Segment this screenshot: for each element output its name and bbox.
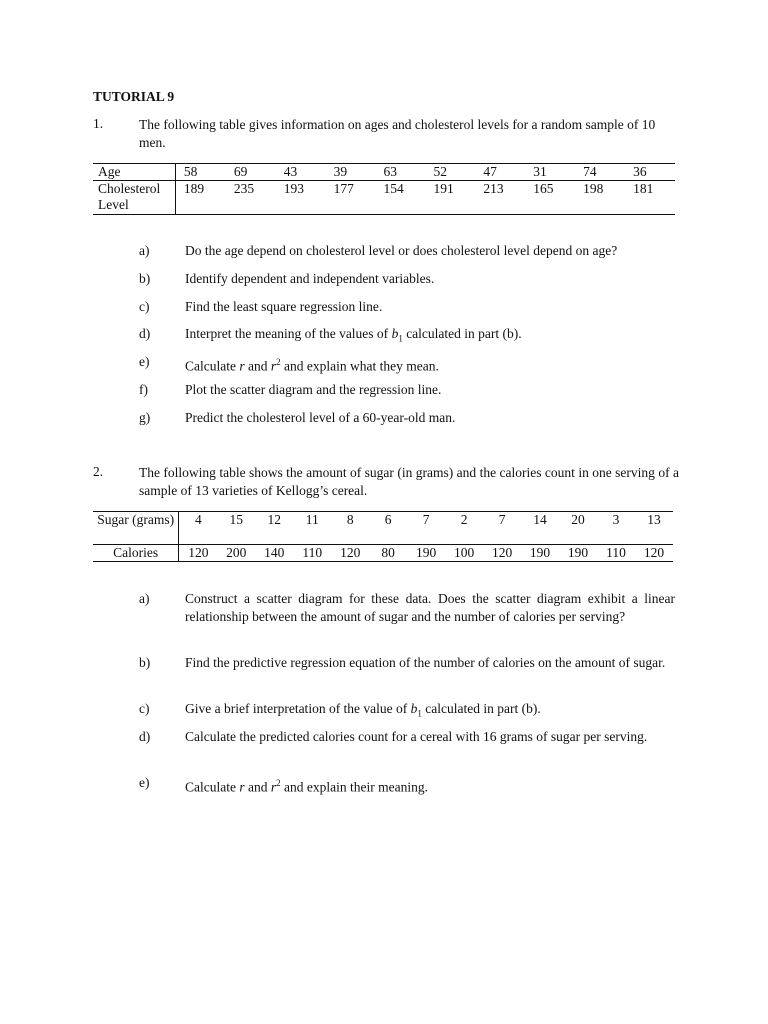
table-cell: 181	[633, 181, 654, 196]
part-text: Find the predictive regression equation of the number of calories on the amount of sugar.	[185, 655, 666, 670]
table-cell: 189	[183, 181, 205, 196]
table-cell: 2	[445, 512, 483, 545]
part-label: d)	[139, 326, 151, 341]
part-label: f)	[139, 382, 148, 397]
table-cell: 190	[529, 545, 551, 560]
part-label: c)	[139, 701, 150, 716]
row-label-age: Age	[93, 164, 175, 181]
part-text: Do the age depend on cholesterol level or does cholesterol level depend on age?	[185, 243, 618, 258]
table-cell: 80	[381, 545, 395, 560]
table-cell: 198	[583, 181, 604, 196]
age-cholesterol-table	[93, 163, 675, 215]
table-cell: 110	[302, 545, 323, 560]
table-row	[93, 512, 673, 545]
part-text: Predict the cholesterol level of a 60-year-old man.	[185, 410, 456, 425]
table-row	[93, 164, 675, 181]
table-cell: 120	[643, 545, 665, 560]
tutorial-title: TUTORIAL 9	[93, 89, 175, 104]
table-cell: 120	[188, 545, 209, 560]
table-cell: 235	[233, 181, 255, 196]
table-cell: 190	[416, 545, 437, 560]
table-cell: 63	[376, 164, 426, 181]
table-cell: 213	[483, 181, 504, 196]
table-cell: 12	[255, 512, 293, 545]
table-cell: 120	[491, 545, 513, 560]
table-cell: 52	[425, 164, 475, 181]
part-text: Construct a scatter diagram for these data. Does the scatter diagram exhibit a linear relationship between the amount of sugar and the number of calories per serving?	[185, 591, 675, 624]
table-row	[93, 181, 675, 215]
table-cell: 20	[559, 512, 597, 545]
table-cell: 110	[606, 545, 626, 560]
part-label: c)	[139, 299, 150, 314]
table-cell: 47	[475, 164, 525, 181]
table-cell: 193	[283, 181, 304, 196]
part-label: a)	[139, 243, 150, 258]
part-text: Plot the scatter diagram and the regression line.	[185, 382, 442, 397]
part-text: Calculate r and $r^2$ and explain their meaning.	[185, 778, 428, 795]
table-cell: 7	[483, 512, 521, 545]
table-cell: 177	[333, 181, 354, 196]
part-label: g)	[139, 410, 151, 425]
table-cell: 69	[226, 164, 276, 181]
table-cell: 36	[625, 164, 675, 181]
question-2-number: 2.	[93, 464, 104, 479]
sugar-calories-table	[93, 511, 673, 562]
table-cell: 8	[331, 512, 369, 545]
question-1-number: 1.	[93, 116, 104, 131]
part-label: b)	[139, 655, 151, 670]
row-label-cholesterol: Cholesterol Level	[93, 181, 175, 215]
question-2-text: The following table shows the amount of sugar (in grams) and the calories count in one serving of a sample of 13 varieties of Kellogg’s cereal.	[139, 465, 679, 498]
part-label: b)	[139, 271, 151, 286]
part-text: Calculate r and $r^2$ and explain what they mean.	[185, 357, 439, 374]
part-text: Find the least square regression line.	[185, 299, 383, 314]
table-cell: 140	[264, 545, 285, 560]
part-label: e)	[139, 354, 150, 369]
table-cell: 13	[635, 512, 673, 545]
table-cell: 31	[525, 164, 575, 181]
table-cell: 100	[453, 545, 475, 560]
table-cell: 39	[326, 164, 376, 181]
row-label-calories: Calories	[93, 545, 179, 562]
table-cell: 7	[407, 512, 445, 545]
table-cell: 58	[175, 164, 225, 181]
table-cell: 14	[521, 512, 559, 545]
part-text: Interpret the meaning of the values of $b_1$ calculated in part (b).	[185, 326, 522, 344]
table-cell: 6	[369, 512, 407, 545]
table-cell: 200	[226, 545, 247, 560]
table-row	[93, 545, 673, 562]
part-label: e)	[139, 775, 150, 790]
table-cell: 3	[597, 512, 635, 545]
part-label: a)	[139, 591, 150, 606]
part-text: Give a brief interpretation of the value of $b_1$ calculated in part (b).	[185, 701, 541, 719]
table-cell: 43	[276, 164, 326, 181]
table-cell: 4	[179, 512, 217, 545]
table-cell: 165	[533, 181, 554, 196]
part-text: Identify dependent and independent variables.	[185, 271, 435, 286]
table-cell: 154	[383, 181, 404, 196]
table-cell: 120	[340, 545, 361, 560]
table-cell: 15	[217, 512, 255, 545]
table-cell: 190	[567, 545, 589, 560]
part-text: Calculate the predicted calories count for a cereal with 16 grams of sugar per serving.	[185, 729, 648, 744]
table-cell: 11	[293, 512, 331, 545]
question-1-text: The following table gives information on ages and cholesterol levels for a random sample of 10 men.	[139, 117, 656, 150]
table-cell: 191	[433, 181, 454, 196]
part-label: d)	[139, 729, 151, 744]
row-label-sugar: Sugar (grams)	[93, 512, 179, 545]
table-cell: 74	[575, 164, 625, 181]
